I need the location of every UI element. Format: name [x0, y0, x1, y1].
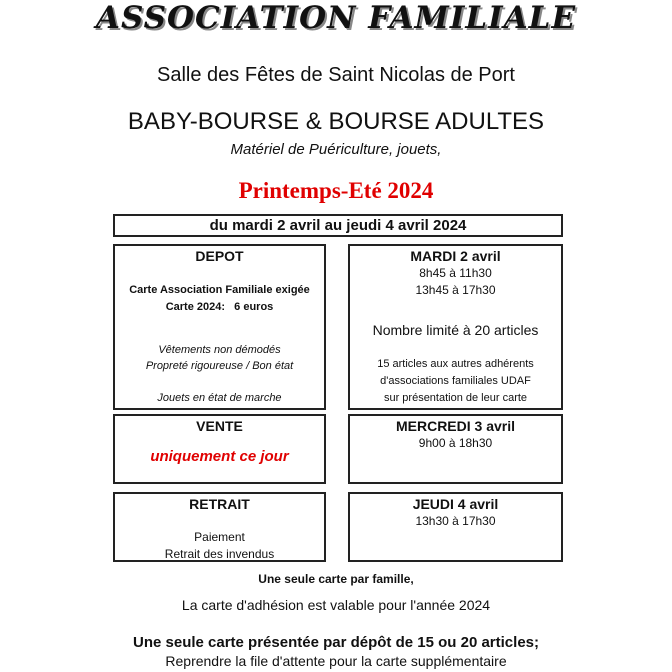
- vente-note: uniquement ce jour: [150, 448, 289, 465]
- date-range: du mardi 2 avril au jeudi 4 avril 2024: [209, 217, 467, 234]
- mardi-title: MARDI 2 avril: [410, 248, 501, 264]
- footer-line: Reprendre la file d'attente pour la carte supplémentaire: [165, 653, 507, 669]
- date-banner: [113, 214, 563, 237]
- depot-cond: Propreté rigoureuse / Bon état: [145, 360, 294, 372]
- vente-box: [113, 414, 326, 484]
- retrait-title: RETRAIT: [189, 496, 250, 512]
- retrait-box: [113, 492, 326, 562]
- mercredi-time: 9h00 à 18h30: [418, 436, 493, 450]
- depot-title: DEPOT: [195, 248, 244, 264]
- page-title: ASSOCIATION FAMILIALE: [95, 0, 577, 36]
- depot-card: Carte Association Familiale exigée: [129, 284, 310, 296]
- mardi-box: [348, 244, 563, 410]
- depot-cond: Vêtements non démodés: [158, 344, 281, 356]
- footer-line: La carte d'adhésion est valable pour l'année 2024: [181, 597, 491, 613]
- depot-cond: Jouets en état de marche: [157, 392, 282, 404]
- mardi-note: 15 articles aux autres adhérents: [377, 358, 534, 370]
- depot-box: [113, 244, 326, 410]
- retrait-line: Paiement: [194, 530, 245, 544]
- mardi-limit: Nombre limité à 20 articles: [372, 322, 539, 338]
- jeudi-box: [348, 492, 563, 562]
- mardi-time: 13h45 à 17h30: [415, 283, 496, 297]
- jeudi-title: JEUDI 4 avril: [412, 496, 499, 512]
- subtitle: Matériel de Puériculture, jouets,: [230, 141, 442, 158]
- vente-title: VENTE: [196, 418, 243, 434]
- jeudi-time: 13h30 à 17h30: [415, 514, 496, 528]
- venue: Salle des Fêtes de Saint Nicolas de Port: [157, 64, 515, 86]
- footer-line: Une seule carte par famille,: [258, 572, 414, 586]
- retrait-line: Retrait des invendus: [164, 547, 275, 561]
- mercredi-title: MERCREDI 3 avril: [395, 418, 516, 434]
- mardi-time: 8h45 à 11h30: [419, 266, 492, 280]
- mardi-note: d'associations familiales UDAF: [380, 375, 531, 387]
- depot-price: Carte 2024: 6 euros: [165, 301, 274, 313]
- footer-line: Une seule carte présentée par dépôt de 15 ou 20 articles;: [133, 634, 539, 651]
- mercredi-box: [348, 414, 563, 484]
- season: Printemps-Eté 2024: [238, 178, 434, 203]
- event-name: BABY-BOURSE & BOURSE ADULTES: [127, 108, 545, 135]
- mardi-note: sur présentation de leur carte: [383, 392, 528, 404]
